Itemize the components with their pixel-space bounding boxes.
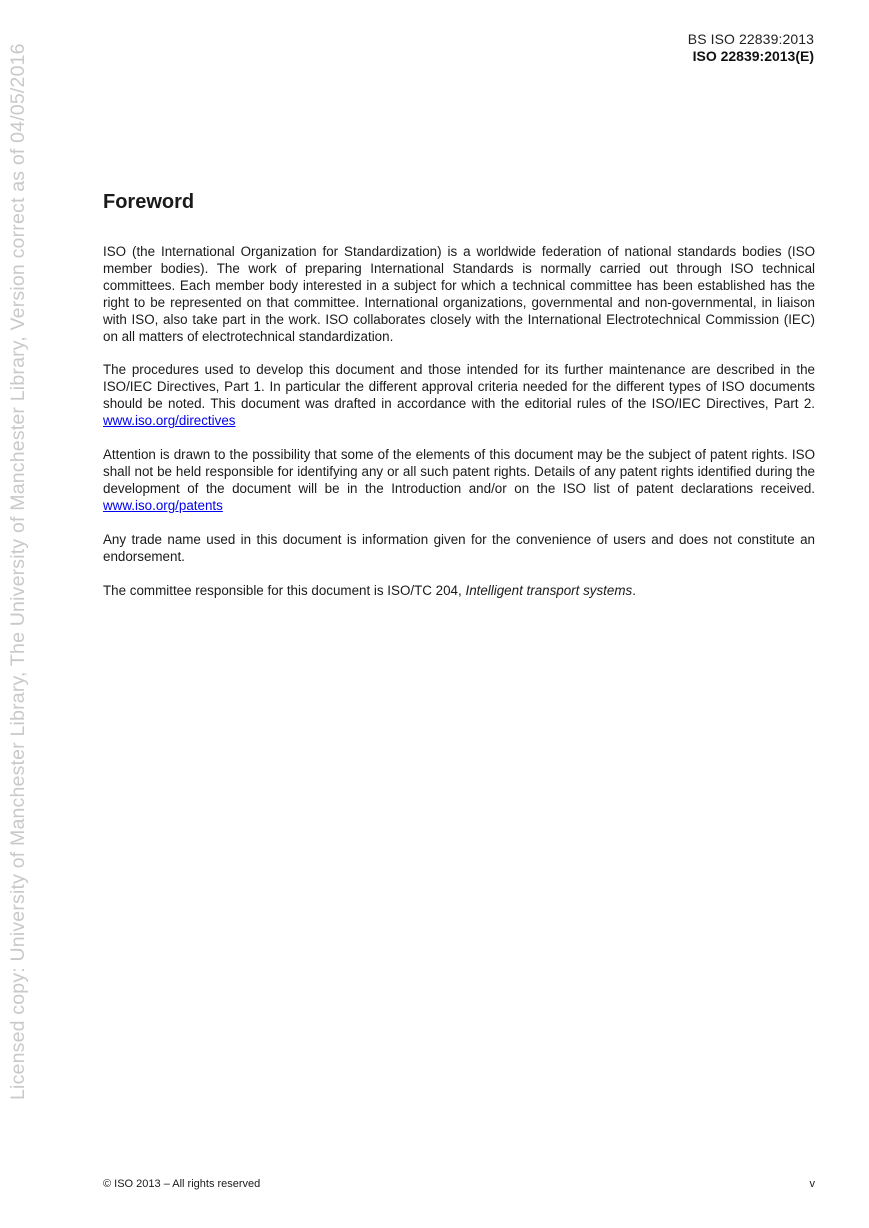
paragraph-trade-name: Any trade name used in this document is information given for the convenience of users and does not constitute an endorsement.	[103, 531, 815, 564]
foreword-section	[103, 190, 815, 616]
directives-link[interactable]: www.iso.org/directives	[103, 413, 236, 429]
paragraph-committee-end: .	[632, 582, 636, 598]
patents-link[interactable]: www.iso.org/patents	[103, 497, 223, 513]
bs-standard-id: BS ISO 22839:2013	[687, 31, 814, 47]
document-identifier	[688, 31, 814, 65]
paragraph-procedures-text: The procedures used to develop this document and those intended for its further maintenance are described in the ISO/IEC Directives, Part 1. In particular the different approval criteria needed for the different types of ISO documents should be noted. This document was drafted in accordance with the editorial rules of the ISO/IEC Directives, Part 2.	[103, 362, 815, 412]
page-footer	[103, 1177, 815, 1191]
committee-name: Intelligent transport systems	[465, 582, 633, 598]
paragraph-patents-text: Attention is drawn to the possibility that some of the elements of this document may be the subject of patent rights. ISO shall not be held responsible for identifying any or all such patent rights. Details of any patent rights identified during the development of the document will be in the Introduction and/or on the ISO list of patent declarations received.	[103, 447, 815, 496]
paragraph-committee	[103, 583, 815, 600]
paragraph-iso-intro: ISO (the International Organization for Standardization) is a worldwide federation of national standards bodies (ISO member bodies). The work of preparing International Standards is normally carried out through ISO technical committees. Each member body interested in a subject for which a technical committee has been established has the right to be represented on that committee. International organizations, governmental and non-governmental, in liaison with ISO, also take part in the work. ISO collaborates closely with the International Electrotechnical Commission (IEC) on all matters of electrotechnical standardization.	[103, 244, 815, 344]
page-number: v	[809, 1178, 815, 1190]
paragraph-procedures	[103, 362, 815, 430]
paragraph-committee-text: The committee responsible for this document is ISO/TC 204,	[103, 582, 462, 598]
license-watermark: Licensed copy: University of Manchester Library, The University of Manchester Library, Version correct as of 04/05/2016	[7, 43, 29, 1100]
paragraph-patents	[103, 447, 815, 515]
page-title: Foreword	[103, 191, 195, 213]
copyright-notice: © ISO 2013 – All rights reserved	[103, 1178, 261, 1190]
iso-standard-id: ISO 22839:2013(E)	[692, 48, 814, 64]
